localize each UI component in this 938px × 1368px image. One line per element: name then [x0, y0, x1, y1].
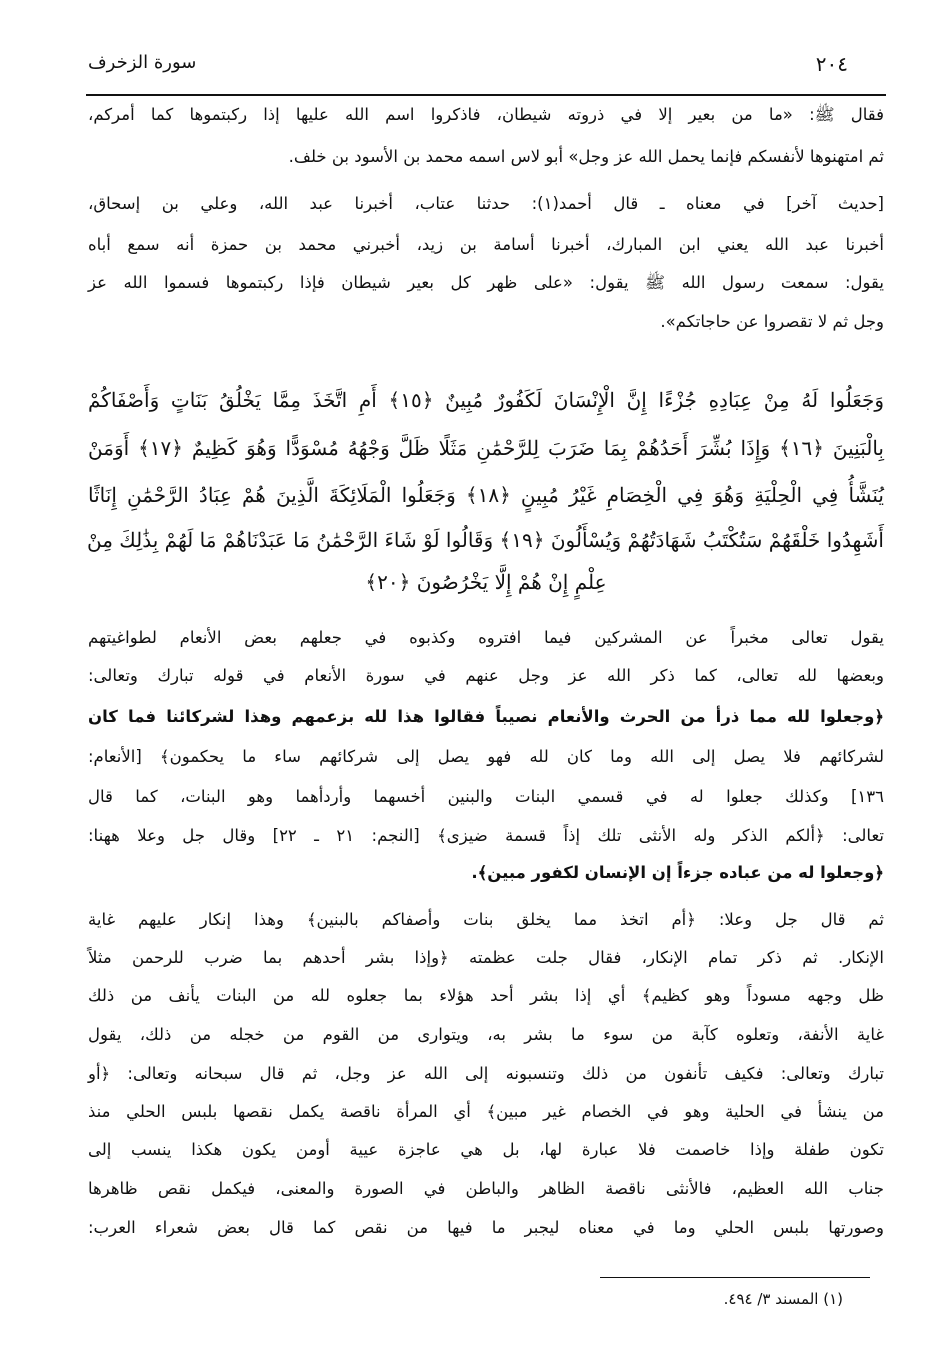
text-line: فقال ﷺ: «ما من بعير إلا في ذروته شيطان، فاذكروا اسم الله عليها إذا ركبتموها كما أمركم، [88, 105, 884, 124]
quran-line: وَجَعَلُوا لَهُ مِنْ عِبَادِهِ جُزْءًا إِنَّ الْإِنْسَانَ لَكَفُورٌ مُبِينٌ ﴿١٥﴾ أَمِ اتَّخَذَ مِمَّا يَخْلُقُ بَنَاتٍ وَأَصْفَاكُمْ [88, 388, 885, 412]
quran-line: بِالْبَنِينَ ﴿١٦﴾ وَإِذَا بُشِّرَ أَحَدُهُمْ بِمَا ضَرَبَ لِلرَّحْمَٰنِ مَثَلًا ظَلَّ وَجْهُهُ مُسْوَدًّا وَهُوَ كَظِيمٌ ﴿١٧﴾ أَوَمَنْ [88, 436, 884, 460]
text-line: تكون طفلة وإذا خاصمت فلا عبارة لها، بل هي عاجزة عيية أومن يكون هكذا ينسب إلى [88, 1140, 884, 1159]
text-line: ﴿وجعلوا له من عباده جزءاً إن الإنسان لكفور مبين﴾. [471, 863, 884, 882]
text-line: من ينشأ في الحلية وهو في الخصام غير مبين﴾ أي المرأة ناقصة يكمل نقصها بلبس الحلي منذ [88, 1102, 884, 1121]
text-line: تبارك وتعالى: فكيف تأنفون من ذلك وتنسبونه إلى الله عز وجل، ثم قال سبحانه وتعالى: ﴿أو [88, 1064, 884, 1083]
text-line: وصورتها بلبس الحلي وما في معناه ليجبر ما فيها من نقص كما قال بعض شعراء العرب: [88, 1218, 884, 1237]
text-line: وبعضها لله تعالى، كما ذكر الله عز وجل عنهم في سورة الأنعام في قوله تبارك وتعالى: [88, 666, 884, 685]
text-line: ظل وجهه مسوداً وهو كظيم﴾ أي إذا بشر أحد هؤلاء بما جعلوه لله من البنات يأنف من ذلك [88, 986, 884, 1005]
text-line: يقول تعالى مخبراً عن المشركين فيما افتروه وكذبوه في جعلهم بعض الأنعام لطواغيتهم [88, 628, 884, 647]
text-line: جناب الله العظيم، فالأنثى ناقصة الظاهر والباطن في الصورة والمعنى، فيكمل نقص ظاهرها [88, 1179, 884, 1198]
text-line: تعالى: ﴿ألكم الذكر وله الأنثى تلك إذاً قسمة ضيزى﴾ [النجم: ٢١ ـ ٢٢] وقال جل وعلا ههنا: [88, 826, 885, 845]
text-line: وجل ثم لا تقصروا عن حاجاتكم». [660, 312, 884, 331]
text-line: [حديث آخر] في معناه ـ قال أحمد(١): حدثنا عتاب، أخبرنا عبد الله، وعلي بن إسحاق، [88, 194, 884, 213]
text-line: يقول: سمعت رسول الله ﷺ يقول: «على ظهر كل بعير شيطان فإذا ركبتموها فسموا الله عز [88, 273, 884, 292]
footnote: (١) المسند ٣/ ٤٩٤. [723, 1290, 843, 1308]
footnote-rule [600, 1277, 870, 1278]
sura-title: سورة الزخرف [88, 52, 197, 73]
quran-line: يُنَشَّأُ فِي الْحِلْيَةِ وَهُوَ فِي الْخِصَامِ غَيْرُ مُبِينٍ ﴿١٨﴾ وَجَعَلُوا الْمَلَائِكَةَ الَّذِينَ هُمْ عِبَادُ الرَّحْمَٰنِ إِنَاثًا [88, 483, 884, 507]
quran-line: أَشَهِدُوا خَلْقَهُمْ سَتُكْتَبُ شَهَادَتُهُمْ وَيُسْأَلُونَ ﴿١٩﴾ وَقَالُوا لَوْ شَاءَ الرَّحْمَٰنُ مَا عَبَدْنَاهُمْ مَا لَهُمْ بِذَٰلِكَ مِنْ [86, 528, 884, 552]
text-line: ﴿وجعلوا لله مما ذرأ من الحرث والأنعام نصيباً فقالوا هذا لله بزعمهم وهذا لشركائنا فما كان [88, 707, 884, 726]
page-number: ٢٠٤ [815, 52, 848, 76]
text-line: الإنكار. ثم ذكر تمام الإنكار، فقال جلت عظمته ﴿وإذا بشر أحدهم بما ضرب للرحمن مثلاً [88, 948, 884, 967]
text-line: ثم قال جل وعلا: ﴿أم اتخذ مما يخلق بنات وأصفاكم بالبنين﴾ وهذا إنكار عليهم غاية [88, 910, 884, 929]
text-line: ١٣٦] وكذلك جعلوا له في قسمي البنات والبنين أخسهما وأردأهما وهو البنات، كما قال [88, 787, 884, 806]
text-line: أخبرنا عبد الله يعني ابن المبارك، أخبرنا أسامة بن زيد، أخبرني محمد بن حمزة أنه سمع أباه [88, 235, 884, 254]
text-line: غاية الأنفة، وتعلوه كآبة من سوء ما بشر به، ويتوارى من القوم من خجله من ذلك، يقول [88, 1025, 884, 1044]
text-line: ثم امتهنوها لأنفسكم فإنما يحمل الله عز وجل» أبو لاس اسمه محمد بن الأسود بن خلف. [288, 147, 884, 166]
header-rule [86, 94, 886, 96]
text-line: لشركائهم فلا يصل إلى الله وما كان لله فهو يصل إلى شركائهم ساء ما يحكمون﴾ [الأنعام: [88, 747, 884, 766]
quran-line: عِلْمٍ إِنْ هُمْ إِلَّا يَخْرُصُونَ ﴿٢٠﴾ [365, 570, 607, 594]
